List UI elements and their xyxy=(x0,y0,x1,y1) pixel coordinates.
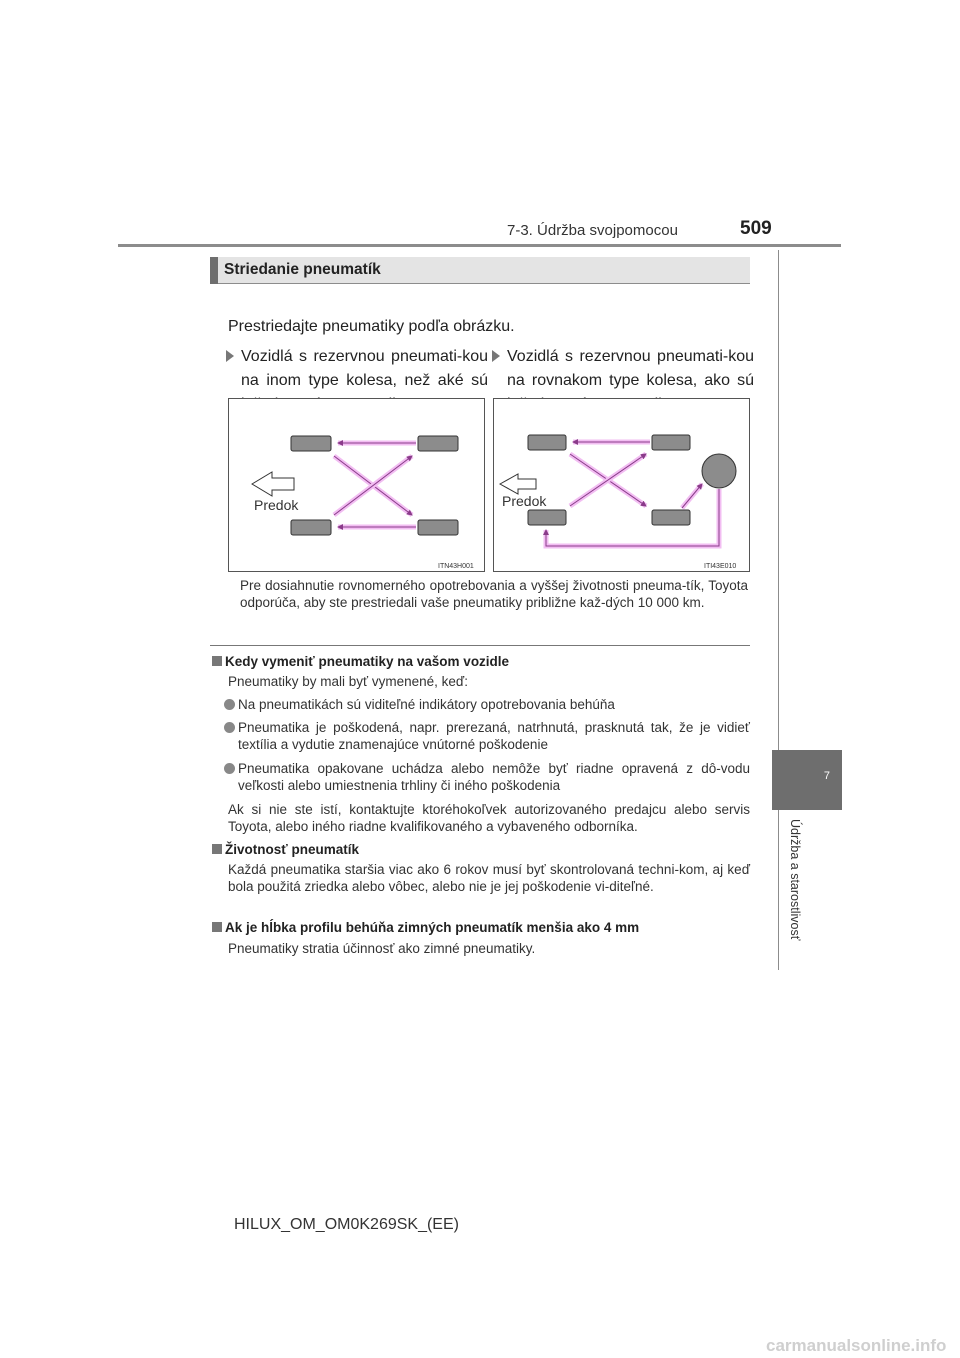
subsection-note: Ak si nie ste istí, kontaktujte ktoréhokoľvek autorizovaného predajcu alebo servis Toyota, alebo iného riadne kvalifikovaného a vybaveného odborníka. xyxy=(228,802,750,834)
intro-text: Prestriedajte pneumatiky podľa obrázku. xyxy=(228,318,515,335)
tire-front-right xyxy=(528,510,566,525)
subsection-text: Pneumatiky by mali byť vymenené, keď: xyxy=(228,674,468,689)
footer-doc-code: HILUX_OM_OM0K269SK_(EE) xyxy=(234,1216,459,1233)
subsection-title-text: Ak je hĺbka profilu behúňa zimných pneumatík menšia ako 4 mm xyxy=(225,920,640,935)
section-divider xyxy=(210,645,750,646)
chapter-number: 7 xyxy=(823,770,830,782)
subsection-title-winter xyxy=(212,920,639,935)
tire-rear-right xyxy=(652,510,690,525)
side-rule xyxy=(778,250,779,750)
triangle-bullet-icon xyxy=(492,350,500,362)
tire-rotation-figure xyxy=(228,398,750,572)
column-heading-text: Vozidlá s rezervnou pneumati-kou na inom type kolesa, než aké sú xyxy=(241,348,488,389)
subsection-title-text: Životnosť pneumatík xyxy=(225,842,359,857)
tire-front-left xyxy=(528,435,566,450)
tire-rear-left xyxy=(652,435,690,450)
section-title: Striedanie pneumatík xyxy=(224,261,381,278)
subsection-title-lifetime xyxy=(212,842,359,857)
square-bullet-icon xyxy=(212,922,222,932)
section-accent xyxy=(210,257,218,284)
page-number: 509 xyxy=(740,218,772,239)
figure-left-label: Predok xyxy=(254,497,299,513)
figure-right-code: ITI43E010 xyxy=(704,563,737,570)
chapter-tab xyxy=(772,750,842,810)
circle-bullet-icon xyxy=(224,699,235,710)
figure-left-code: ITN43H001 xyxy=(438,563,474,570)
list-item-text: Pneumatika je poškodená, napr. prerezaná, natrhnutá, prasknutá tak, že je vidieť textília a vydutie znamenajúce vnútorné poškodenie xyxy=(238,720,750,752)
figure-caption: Pre dosiahnutie rovnomerného opotrebovania a vyššej životnosti pneuma-tík, Toyota odporúča, aby ste prestriedali vaše pneumatiky približne kaž-dých 10 000 km. xyxy=(240,578,748,610)
chapter-label xyxy=(787,818,803,968)
subsection-text: Každá pneumatika staršia viac ako 6 rokov musí byť skontrolovaná techni-kom, aj keď bola použitá zriedka alebo vôbec, alebo nie je jej poškodenie vi-diteľné. xyxy=(228,862,750,894)
tire-front-left xyxy=(291,436,331,451)
list-item xyxy=(224,719,750,753)
subsection-title-text: Kedy vymeniť pneumatiky na vašom vozidle xyxy=(225,654,510,669)
tire-rear-left xyxy=(418,436,458,451)
triangle-bullet-icon xyxy=(226,350,234,362)
header-section-title: 7-3. Údržba svojpomocou xyxy=(507,222,678,239)
list-item-text: Pneumatika opakovane uchádza alebo nemôže byť riadne opravená z dô-vodu veľkosti alebo umiestnenia trhliny či iného poškodenia xyxy=(238,761,750,793)
square-bullet-icon xyxy=(212,656,222,666)
square-bullet-icon xyxy=(212,844,222,854)
figure-right-label: Predok xyxy=(502,493,547,509)
list-item-text: Na pneumatikách sú viditeľné indikátory opotrebovania behúňa xyxy=(238,697,615,712)
column-heading-text: Vozidlá s rezervnou pneumati-kou na rovnakom type kolesa, ako sú xyxy=(507,348,754,389)
tire-front-right xyxy=(291,520,331,535)
tire-rotation-diagram xyxy=(228,398,750,572)
circle-bullet-icon xyxy=(224,763,235,774)
list-item xyxy=(224,696,750,713)
chapter-label-text: Údržba a starostlivosť xyxy=(788,819,802,941)
section-title-bar xyxy=(210,257,750,284)
list-item xyxy=(224,760,750,794)
circle-bullet-icon xyxy=(224,722,235,733)
side-rule xyxy=(778,810,779,970)
tire-rear-right xyxy=(418,520,458,535)
spare-tire xyxy=(702,454,736,488)
header-rule xyxy=(118,244,841,247)
watermark: carmanualsonline.info xyxy=(766,1336,947,1355)
subsection-text: Pneumatiky stratia účinnosť ako zimné pneumatiky. xyxy=(228,941,536,956)
subsection-title-replace xyxy=(212,654,509,669)
